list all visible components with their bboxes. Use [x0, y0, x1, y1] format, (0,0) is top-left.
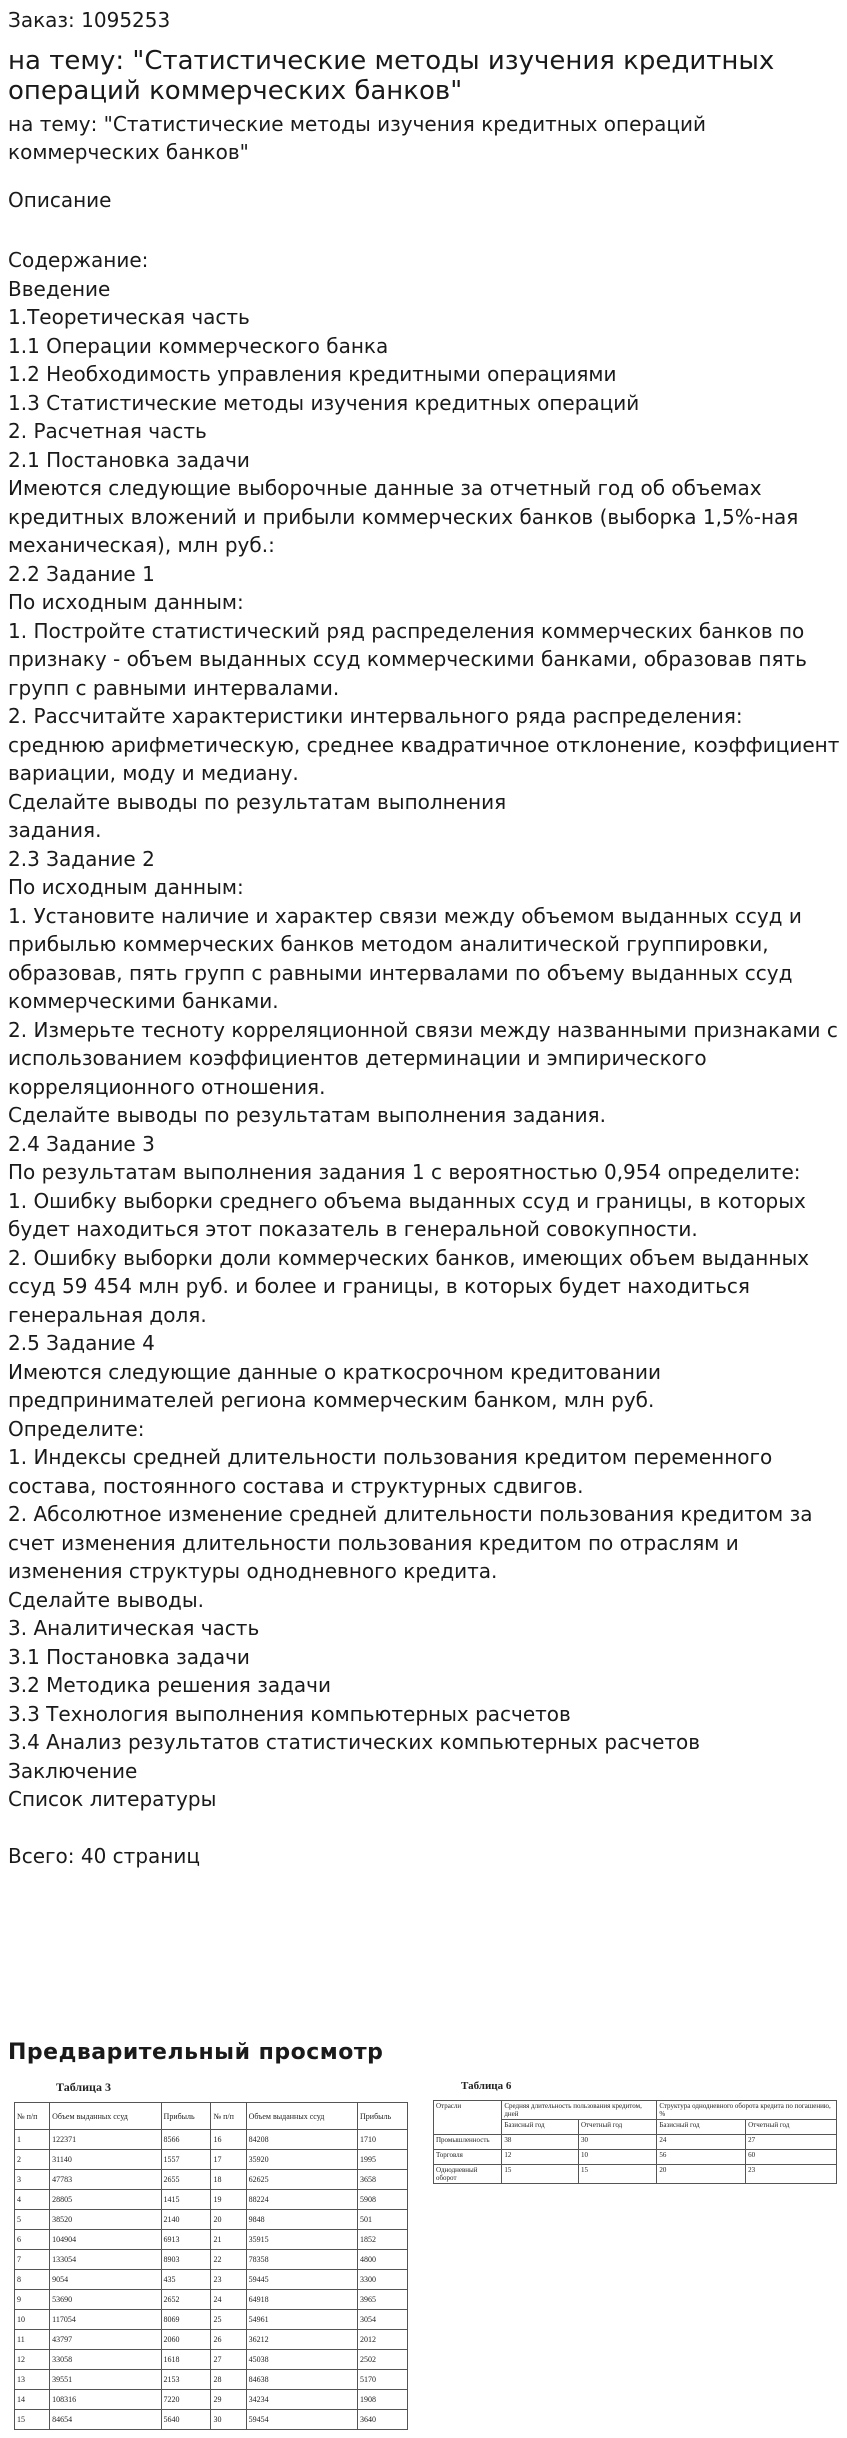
- table6-cell: 60: [746, 2150, 837, 2165]
- content-line: 1.3 Статистические методы изучения кредитных операций: [8, 390, 640, 415]
- table3-cell: 16: [211, 2130, 246, 2150]
- table3-cell: 34234: [246, 2390, 357, 2410]
- table3-cell: 1852: [358, 2230, 408, 2250]
- content-line: 3.3 Технология выполнения компьютерных расчетов: [8, 1701, 571, 1726]
- table6-cell: 12: [502, 2150, 579, 2165]
- table6-subheader-cell: Отчетный год: [746, 2120, 837, 2135]
- table3-header-cell: Объем выданных ссуд: [50, 2103, 161, 2130]
- table3-cell: 36212: [246, 2330, 357, 2350]
- table6-cell: Промышленность: [434, 2135, 502, 2150]
- content-line: 1. Постройте статистический ряд распределения коммерческих банков по признаку - объем выданных ссуд коммерческими банками, образовав пять групп с равными интервалами.: [8, 618, 807, 700]
- content-line: Всего: 40 страниц: [8, 1844, 200, 1868]
- table3-cell: 88224: [246, 2190, 357, 2210]
- table3-cell: 1: [15, 2130, 50, 2150]
- table3-cell: 1908: [358, 2390, 408, 2410]
- table6-header-cell: Средняя длительность пользования кредитом, дней: [502, 2101, 657, 2120]
- table3-cell: 2012: [358, 2330, 408, 2350]
- table6-cell: 10: [578, 2150, 656, 2165]
- content-line: Имеются следующие данные о краткосрочном кредитовании предпринимателей региона коммерческим банком, млн руб.: [8, 1359, 661, 1412]
- content-line: [8, 1814, 840, 1843]
- description-content: [8, 246, 840, 1871]
- content-line: 1.2 Необходимость управления кредитными операциями: [8, 362, 617, 386]
- table3-cell: 3300: [358, 2270, 408, 2290]
- table3-cell: 501: [358, 2210, 408, 2230]
- table3-cell: 30: [211, 2410, 246, 2430]
- table-row: [15, 2390, 408, 2410]
- table-row: [15, 2330, 408, 2350]
- table3-cell: 47783: [50, 2170, 161, 2190]
- table3-cell: 108316: [50, 2390, 161, 2410]
- table6-header-cell: Отрасли: [434, 2101, 502, 2135]
- table6-cell: Однодневный оборот: [434, 2165, 502, 2184]
- content-line: По исходным данным:: [8, 590, 244, 614]
- table3-cell: 33058: [50, 2350, 161, 2370]
- page-title: на тему: "Статистические методы изучения кредитных операций коммерческих банков": [8, 46, 775, 106]
- content-line: 2.4 Задание 3: [8, 1131, 155, 1156]
- table3-cell: 21: [211, 2230, 246, 2250]
- table3: [14, 2102, 408, 2430]
- table3-cell: 59454: [246, 2410, 357, 2430]
- content-line: 2. Ошибку выборки доли коммерческих банков, имеющих объем выданных ссуд 59 454 млн руб. и более и границы, в которых будет находиться генеральная доля.: [8, 1245, 810, 1327]
- content-line: 1. Ошибку выборки среднего объема выданных ссуд и границы, в которых будет находиться этот показатель в генеральной совокупности.: [8, 1188, 806, 1241]
- table3-header-cell: № п/п: [211, 2103, 246, 2130]
- table6-subheader-cell: Отчетный год: [578, 2120, 656, 2135]
- table3-cell: 3640: [358, 2410, 408, 2430]
- table3-cell: 9848: [246, 2210, 357, 2230]
- table3-cell: 14: [15, 2390, 50, 2410]
- table3-cell: 5908: [358, 2190, 408, 2210]
- table3-cell: 8069: [161, 2310, 211, 2330]
- content-line: По исходным данным:: [8, 875, 244, 899]
- content-line: Определите:: [8, 1416, 145, 1441]
- table3-cell: 62625: [246, 2170, 357, 2190]
- table3-cell: 2502: [358, 2350, 408, 2370]
- page-subtitle: на тему: "Статистические методы изучения кредитных операций коммерческих банков": [8, 112, 706, 164]
- table3-cell: 35920: [246, 2150, 357, 2170]
- table3-cell: 64918: [246, 2290, 357, 2310]
- table3-cell: 1710: [358, 2130, 408, 2150]
- table-row: [15, 2170, 408, 2190]
- table3-cell: 3658: [358, 2170, 408, 2190]
- table3-cell: 26: [211, 2330, 246, 2350]
- table3-cell: 9: [15, 2290, 50, 2310]
- content-line: По результатам выполнения задания 1 с вероятностью 0,954 определите:: [8, 1160, 801, 1184]
- table3-header-cell: Прибыль: [358, 2103, 408, 2130]
- content-line: Введение: [8, 276, 111, 301]
- table6-subheader-cell: Базисный год: [502, 2120, 579, 2135]
- content-line: задания.: [8, 818, 102, 842]
- content-line: 1.1 Операции коммерческого банка: [8, 333, 389, 358]
- content-line: Заключение: [8, 1758, 138, 1783]
- table3-cell: 12: [15, 2350, 50, 2370]
- table3-cell: 23: [211, 2270, 246, 2290]
- table3-cell: 84654: [50, 2410, 161, 2430]
- table3-cell: 7: [15, 2250, 50, 2270]
- table3-cell: 6913: [161, 2230, 211, 2250]
- table6-cell: 30: [578, 2135, 656, 2150]
- content-line: 2.5 Задание 4: [8, 1331, 155, 1355]
- content-line: 1. Индексы средней длительности пользования кредитом переменного состава, постоянного состава и структурных сдвигов.: [8, 1445, 773, 1498]
- table3-cell: 25: [211, 2310, 246, 2330]
- table-row: [15, 2270, 408, 2290]
- table3-header-cell: № п/п: [15, 2103, 50, 2130]
- content-line: 3. Аналитическая часть: [8, 1616, 260, 1640]
- content-line: 2. Расчетная часть: [8, 419, 207, 443]
- table-row: [15, 2190, 408, 2210]
- table3-cell: 13: [15, 2370, 50, 2390]
- description-heading: Описание: [8, 188, 112, 212]
- table-row: [15, 2250, 408, 2270]
- content-line: 2. Рассчитайте характеристики интервального ряда распределения: среднюю арифметическую, среднее квадратичное отклонение, коэффициент вариации, моду и медиану.: [8, 704, 840, 785]
- content-line: Сделайте выводы.: [8, 1587, 205, 1612]
- table3-cell: 1557: [161, 2150, 211, 2170]
- table3-cell: 7220: [161, 2390, 211, 2410]
- table3-cell: 24: [211, 2290, 246, 2310]
- table3-cell: 28: [211, 2370, 246, 2390]
- table3-cell: 8903: [161, 2250, 211, 2270]
- table3-cell: 2655: [161, 2170, 211, 2190]
- preview-image-table6[interactable]: [433, 2080, 837, 2200]
- table3-cell: 28805: [50, 2190, 161, 2210]
- table-row: [15, 2410, 408, 2430]
- table3-cell: 5640: [161, 2410, 211, 2430]
- table3-cell: 11: [15, 2330, 50, 2350]
- table3-cell: 4: [15, 2190, 50, 2210]
- table3-cell: 2140: [161, 2210, 211, 2230]
- table3-cell: 31140: [50, 2150, 161, 2170]
- table-row: [15, 2210, 408, 2230]
- table-row: [15, 2150, 408, 2170]
- content-line: Список литературы: [8, 1787, 217, 1811]
- table6-cell: 56: [657, 2150, 746, 2165]
- table3-cell: 122371: [50, 2130, 161, 2150]
- table6-cell: 27: [746, 2135, 837, 2150]
- preview-image-table3[interactable]: [14, 2080, 410, 2424]
- table3-cell: 39551: [50, 2370, 161, 2390]
- table-row: [15, 2290, 408, 2310]
- table6-cell: 15: [502, 2165, 579, 2184]
- table-row: [434, 2150, 837, 2165]
- table6-cell: Торговля: [434, 2150, 502, 2165]
- table3-cell: 18: [211, 2170, 246, 2190]
- table3-cell: 53690: [50, 2290, 161, 2310]
- table3-cell: 5170: [358, 2370, 408, 2390]
- table3-cell: 20: [211, 2210, 246, 2230]
- table3-cell: 8: [15, 2270, 50, 2290]
- content-line: 2.2 Задание 1: [8, 561, 155, 586]
- table6-cell: 24: [657, 2135, 746, 2150]
- table6-cell: 23: [746, 2165, 837, 2184]
- table3-cell: 17: [211, 2150, 246, 2170]
- content-line: 3.2 Методика решения задачи: [8, 1673, 331, 1697]
- table3-cell: 117054: [50, 2310, 161, 2330]
- preview-heading: Предварительный просмотр: [8, 2040, 384, 2065]
- table-row: [15, 2230, 408, 2250]
- table6-caption: Таблица 6: [461, 2080, 512, 2092]
- content-line: Сделайте выводы по результатам выполнения: [8, 789, 507, 814]
- table6-subheader-cell: Базисный год: [657, 2120, 746, 2135]
- table3-cell: 35915: [246, 2230, 357, 2250]
- content-line: 3.4 Анализ результатов статистических компьютерных расчетов: [8, 1730, 701, 1754]
- content-line: 1. Установите наличие и характер связи между объемом выданных ссуд и прибылью коммерческих банков методом аналитической группировки, образовав, пять групп с равными интервалами по объему выданных ссуд коммерческими банками.: [8, 903, 802, 1013]
- table3-cell: 1995: [358, 2150, 408, 2170]
- table3-cell: 54961: [246, 2310, 357, 2330]
- content-line: 3.1 Постановка задачи: [8, 1644, 250, 1669]
- table3-cell: 84638: [246, 2370, 357, 2390]
- table3-cell: 29: [211, 2390, 246, 2410]
- table3-cell: 104904: [50, 2230, 161, 2250]
- table3-cell: 9054: [50, 2270, 161, 2290]
- table3-cell: 435: [161, 2270, 211, 2290]
- table3-cell: 19: [211, 2190, 246, 2210]
- table-row: [434, 2165, 837, 2184]
- table3-cell: 84208: [246, 2130, 357, 2150]
- table3-cell: 8566: [161, 2130, 211, 2150]
- table3-cell: 2060: [161, 2330, 211, 2350]
- table3-cell: 3054: [358, 2310, 408, 2330]
- table3-cell: 3: [15, 2170, 50, 2190]
- table3-cell: 22: [211, 2250, 246, 2270]
- order-number: Заказ: 1095253: [8, 8, 171, 32]
- table3-cell: 78358: [246, 2250, 357, 2270]
- content-line: 2.3 Задание 2: [8, 846, 155, 871]
- table3-header-cell: Объем выданных ссуд: [246, 2103, 357, 2130]
- table6-cell: 20: [657, 2165, 746, 2184]
- table3-cell: 59445: [246, 2270, 357, 2290]
- table3-cell: 3965: [358, 2290, 408, 2310]
- content-line: 1.Теоретическая часть: [8, 305, 250, 329]
- table3-cell: 43797: [50, 2330, 161, 2350]
- table-row: [15, 2370, 408, 2390]
- table3-cell: 1618: [161, 2350, 211, 2370]
- table3-cell: 4800: [358, 2250, 408, 2270]
- table-row: [434, 2135, 837, 2150]
- table3-cell: 5: [15, 2210, 50, 2230]
- table-row: [15, 2310, 408, 2330]
- table-row: [15, 2350, 408, 2370]
- content-line: 2. Абсолютное изменение средней длительности пользования кредитом за счет изменения длительности пользования кредитом по отраслям и изменения структуры однодневного кредита.: [8, 1502, 813, 1583]
- table3-cell: 38520: [50, 2210, 161, 2230]
- content-line: 2. Измерьте тесноту корреляционной связи между названными признаками с использованием коэффициентов детерминации и эмпирического корреляционного отношения.: [8, 1017, 838, 1099]
- table3-cell: 2153: [161, 2370, 211, 2390]
- content-line: Имеются следующие выборочные данные за отчетный год об объемах кредитных вложений и прибыли коммерческих банков (выборка 1,5%-ная механическая), млн руб.:: [8, 476, 799, 557]
- content-line: Сделайте выводы по результатам выполнения задания.: [8, 1103, 606, 1127]
- table3-cell: 45038: [246, 2350, 357, 2370]
- content-line: Содержание:: [8, 248, 149, 272]
- table3-cell: 10: [15, 2310, 50, 2330]
- table3-cell: 15: [15, 2410, 50, 2430]
- table6: [433, 2100, 837, 2184]
- table6-header-cell: Структура однодневного оборота кредита по погашению, %: [657, 2101, 837, 2120]
- table3-cell: 2: [15, 2150, 50, 2170]
- table3-cell: 6: [15, 2230, 50, 2250]
- table6-cell: 15: [578, 2165, 656, 2184]
- table3-cell: 2652: [161, 2290, 211, 2310]
- table3-header-cell: Прибыль: [161, 2103, 211, 2130]
- table3-caption: Таблица 3: [56, 2080, 111, 2094]
- content-line: 2.1 Постановка задачи: [8, 447, 250, 472]
- table-row: [15, 2130, 408, 2150]
- table3-cell: 1415: [161, 2190, 211, 2210]
- table3-cell: 27: [211, 2350, 246, 2370]
- table6-cell: 38: [502, 2135, 579, 2150]
- table3-cell: 133054: [50, 2250, 161, 2270]
